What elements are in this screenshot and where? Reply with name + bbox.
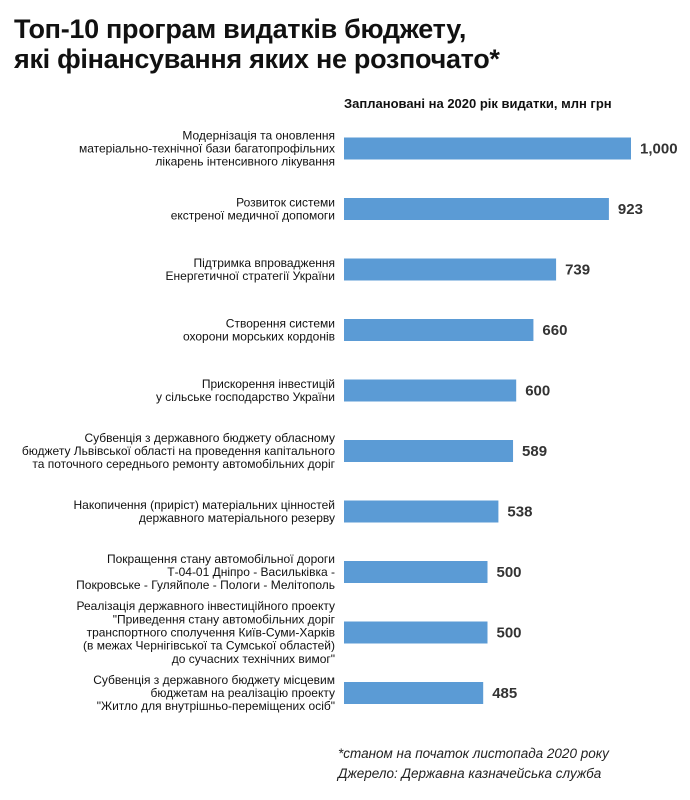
bar-10 [344,682,483,704]
category-label-5-line-2: у сільське господарство України [155,390,335,405]
category-label-7 [74,498,335,525]
category-label-3 [166,256,335,283]
value-label-6: 589 [522,443,548,460]
category-label-1-line-1: Модернізація та оновлення [182,128,335,143]
category-label-9-line-4: (в межах Чернігівської та Сумської областей) [83,638,335,653]
category-label-1 [79,128,335,168]
bar-4 [344,319,533,341]
value-label-10: 485 [492,685,518,702]
category-label-2-line-1: Розвиток системи [236,195,335,210]
chart-title-line-2: які фінансування яких не розпочато* [14,44,500,74]
bar-1 [344,138,631,160]
bar-5 [344,380,516,402]
category-label-10-line-2: бюджетам на реалізацію проекту [150,686,335,700]
category-label-9-line-2: "Приведення стану автомобільних доріг [112,612,335,627]
category-label-7-line-1: Накопичення (приріст) матеріальних цінностей [73,497,335,512]
category-label-10-line-1: Субвенція з державного бюджету місцевим [93,672,335,687]
category-label-9 [77,599,336,666]
bar-3 [344,259,556,281]
category-label-6-line-1: Субвенція з державного бюджету обласному [84,430,335,445]
category-label-7-line-2: державного матеріального резерву [138,511,335,526]
category-label-6-line-3: та поточного середнього ремонту автомобільних доріг [32,457,335,472]
category-label-5-line-1: Прискорення інвестицій [201,376,335,391]
chart-title-line-1: Топ-10 програм видатків бюджету, [14,14,467,44]
category-label-8 [76,552,335,592]
category-label-6 [22,431,336,471]
value-label-2: 923 [617,201,643,218]
category-label-9-line-5: до сучасних технічних вимог" [171,651,335,666]
category-label-8-line-2: Т-04-01 Дніпро - Василькiвка - [167,565,335,579]
category-label-9-line-1: Реалізація державного інвестиційного проекту [76,599,335,614]
bar-8 [344,561,488,583]
value-label-4: 660 [542,322,568,339]
category-label-2-line-2: екстреної медичної допомоги [170,208,335,223]
category-label-4 [183,316,335,343]
category-label-3-line-1: Підтримка впровадження [193,255,335,270]
category-label-9-line-3: транспортного сполучення Київ-Суми-Харків [86,625,335,640]
category-label-10-line-3: "Житло для внутрішньо-переміщених осіб" [96,699,335,714]
value-label-7: 538 [507,503,533,521]
footnote [338,744,609,784]
value-axis-label: Заплановані на 2020 рік видатки, млн грн [344,96,612,111]
footnote-note: *станом на початок листопада 2020 року [338,746,609,761]
category-label-1-line-2: матеріально-технічної бази багатопрофільних [78,141,335,156]
category-label-2 [171,195,335,222]
category-label-4-line-1: Створення системи [225,316,335,331]
bar-9 [344,622,488,644]
value-label-1: 1,000 [640,140,678,158]
category-label-10 [93,673,335,713]
category-label-1-line-3: лікарень інтенсивного лікування [155,154,335,169]
value-label-8: 500 [496,564,522,581]
value-label-3: 739 [565,261,591,279]
footnote-source: Джерело: Державна казначейська служба [338,766,602,781]
bar-7 [344,501,498,523]
category-label-8-line-3: Покровське - Гуляйполе - Пологи - Мелітополь [76,578,335,593]
category-label-3-line-2: Енергетичної стратегії України [165,269,335,284]
bar-2 [344,198,609,220]
category-label-8-line-1: Покращення стану автомобільної дороги [107,551,335,566]
category-label-6-line-2: бюджету Львівської області на проведення капітального [21,444,335,458]
value-label-9: 500 [496,624,522,642]
category-label-5 [156,377,335,404]
category-label-4-line-2: охорони морських кордонів [182,329,335,344]
bar-6 [344,440,513,462]
value-label-5: 600 [525,382,551,400]
